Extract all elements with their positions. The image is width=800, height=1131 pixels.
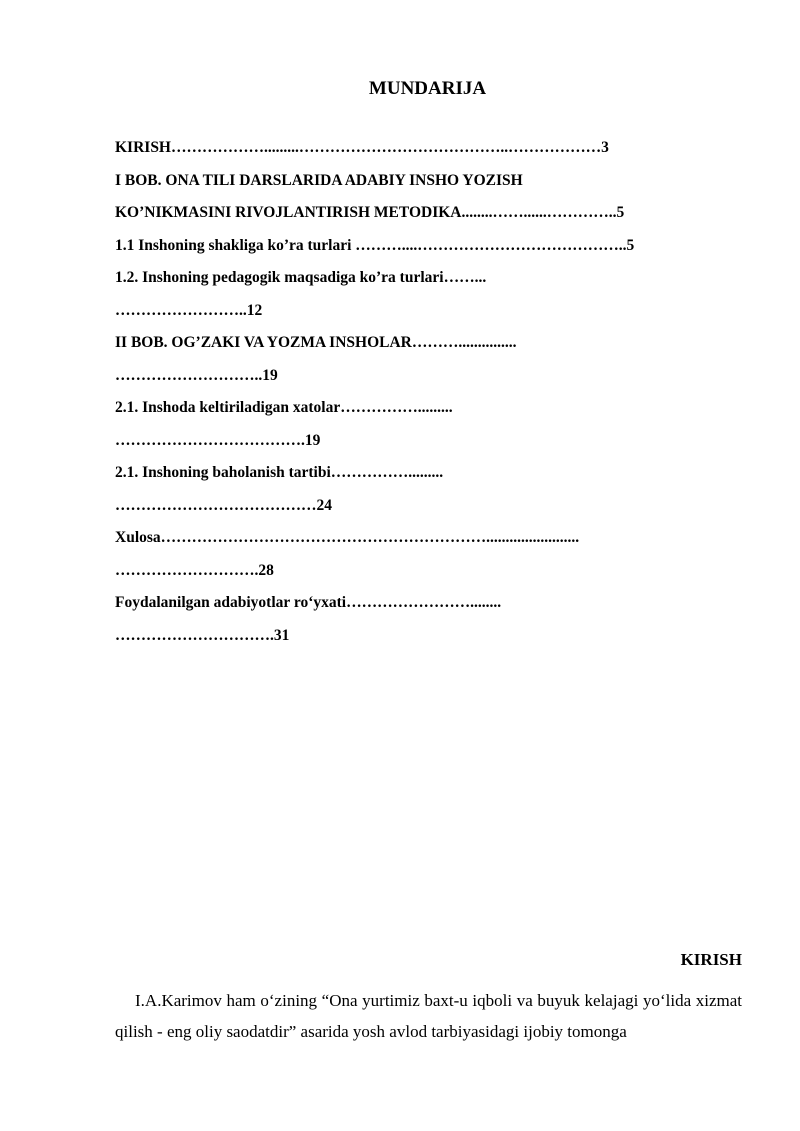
toc-entry-references-page: ………………………….31 <box>115 626 290 644</box>
toc-entry-2-1-errors-page: ……………………………….19 <box>115 431 321 449</box>
toc-entry-2-1-errors: 2.1. Inshoda keltiriladigan xatolar……………......... <box>115 399 453 416</box>
toc-entry-2-1-grading-page: …………………………………24 <box>115 496 332 514</box>
toc-entry-xulosa: Xulosa………………………………………………………........................ <box>115 529 580 546</box>
toc-title: MUNDARIJA <box>368 78 487 99</box>
section-title: KIRISH <box>680 950 742 969</box>
toc-entry-chapter-1-line-1: I BOB. ONA TILI DARSLARIDA ADABIY INSHO YOZISH <box>115 171 523 189</box>
toc-entry-kirish: KIRISH……………….........…………………………………..………………3 <box>115 139 609 156</box>
toc-entry-1-1: 1.1 Inshoning shakliga ko’ra turlari ………....…………………………………..5 <box>115 236 635 254</box>
toc-entry-chapter-1-line-2: KO’NIKMASINI RIVOJLANTIRISH METODIKA........……......…………..5 <box>115 204 625 221</box>
toc-entry-2-1-grading: 2.1. Inshoning baholanish tartibi……………......... <box>115 464 444 481</box>
intro-paragraph: I.A.Karimov ham o‘zining “Ona yurtimiz baxt-u iqboli va buyuk kelajagi yo‘lida xizmat qilish - eng oliy saodatdir” asarida yosh avlod tarbiyasidagi ijobiy tomonga <box>115 991 742 1041</box>
toc-entry-chapter-2-page: ………………………..19 <box>115 366 278 384</box>
table-of-contents <box>115 132 755 652</box>
toc-entry-1-2: 1.2. Inshoning pedagogik maqsadiga ko’ra turlari……... <box>115 269 487 286</box>
toc-entry-chapter-2: II BOB. OG’ZAKI VA YOZMA INSHOLAR………............... <box>115 334 517 351</box>
body-text <box>115 985 742 1047</box>
toc-entry-1-2-page: ……………………..12 <box>115 301 263 319</box>
toc-entry-references: Foydalanilgan adabiyotlar ro‘yxati……………………........ <box>115 594 502 611</box>
toc-entry-xulosa-page: ……………………….28 <box>115 561 274 579</box>
